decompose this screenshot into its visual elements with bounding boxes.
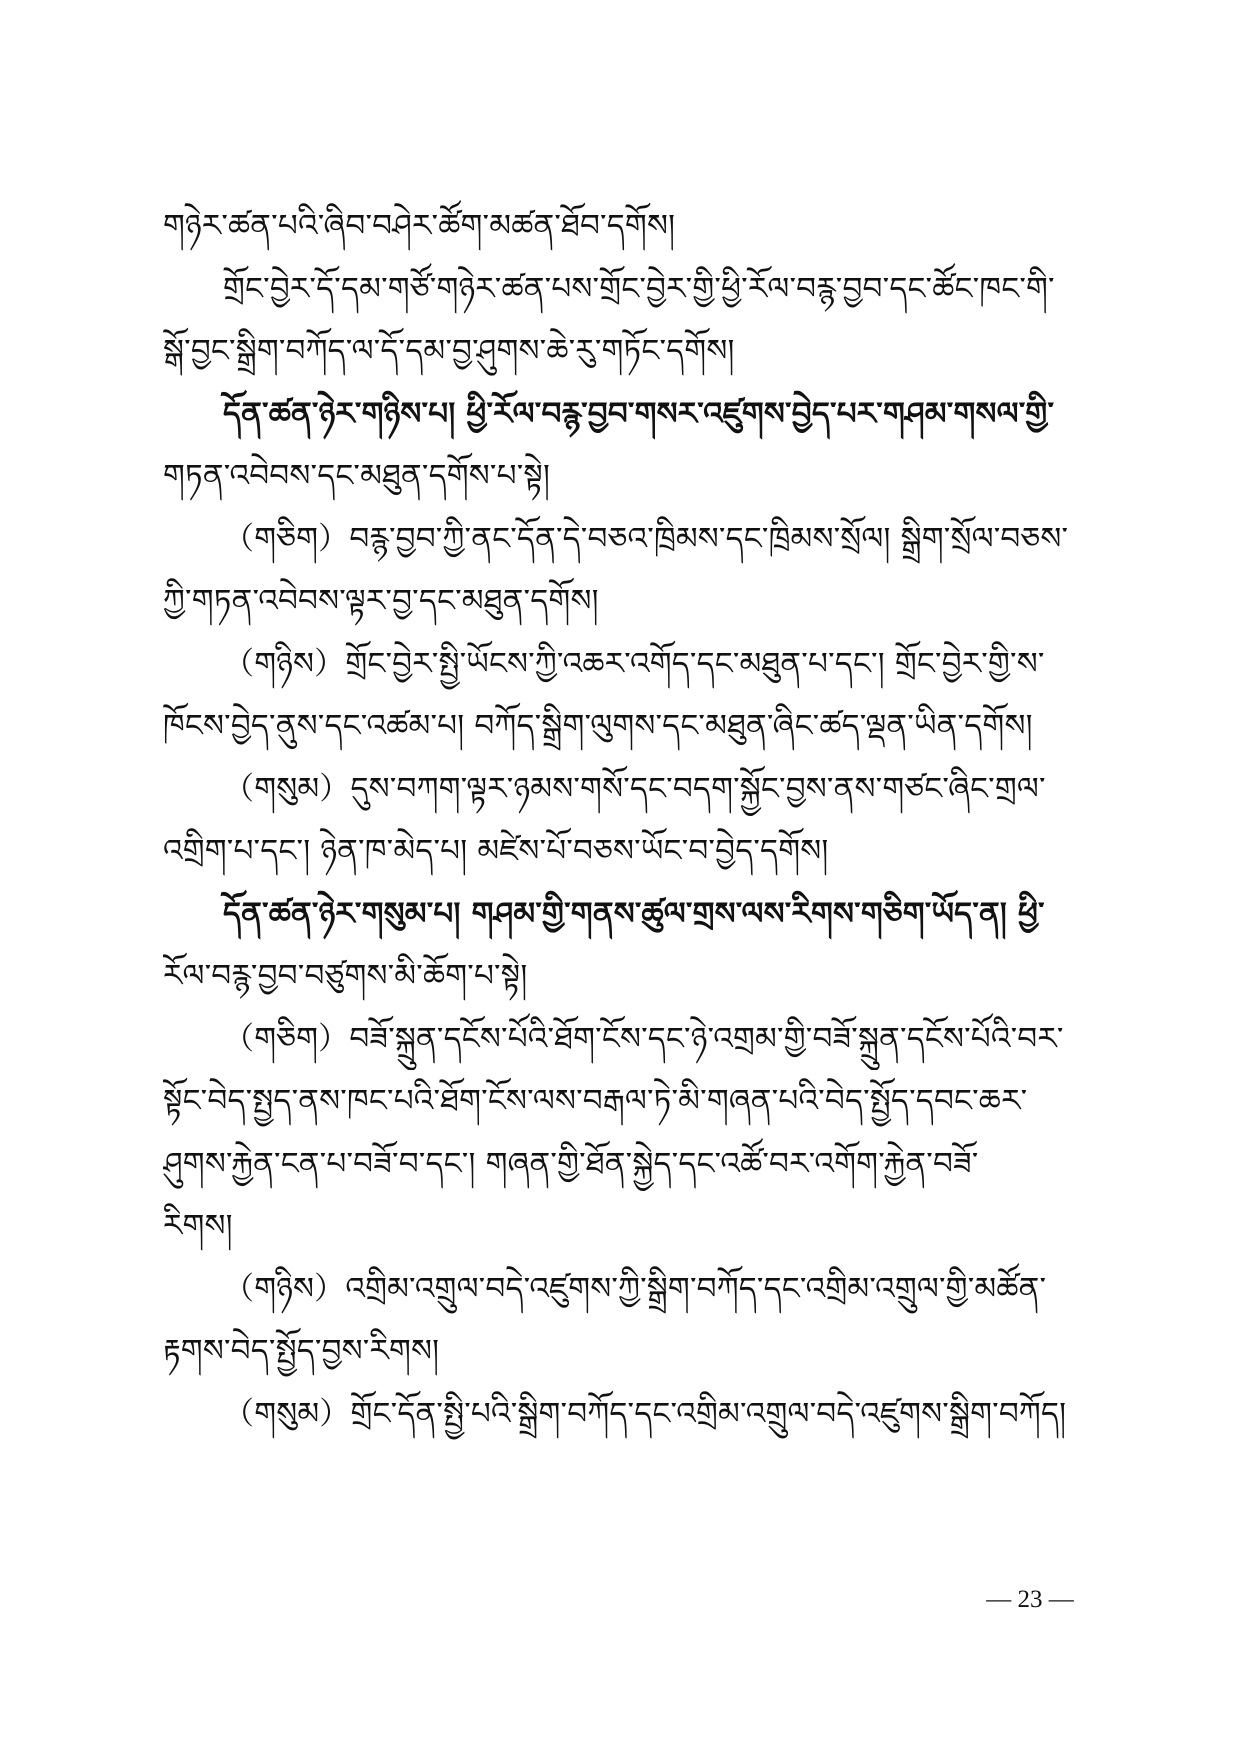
text-line: འགྲིག་པ་དང་། ཉེན་ཁ་མེད་པ། མཛེས་པོ་བཅས་ཡོང་བ་བྱེད་དགོས། — [163, 833, 829, 869]
text-line: ཤུགས་རྐྱེན་ངན་པ་བཟོ་བ་དང་། གཞན་གྱི་ཐོན་སྐྱེད་དང་འཚོ་བར་འགོག་རྐྱེན་བཟོ་ — [163, 1145, 979, 1182]
list-item-line: （གཉིས）གྲོང་བྱེར་སྤྱི་ཡོངས་ཀྱི་འཆར་འགོད་དང་མཐུན་པ་དང་། གྲོང་བྱེར་གྱི་ས་ — [223, 645, 1045, 682]
text-line: སྟོང་བེད་སྤྱད་ནས་ཁང་པའི་ཐོག་ངོས་ལས་བརྒལ་ཏེ་མི་གཞན་པའི་བེད་སྤྱོད་དབང་ཆར་ — [163, 1083, 1028, 1119]
list-item-line: （གཅིག）བརྙ་བྱབ་ཀྱི་ནང་དོན་དེ་བཅའ་ཁྲིམས་དང་ཁྲིམས་སྲོལ། སྒྲིག་སྲོལ་བཅས་ — [223, 520, 1069, 557]
list-item-line: （གསུམ）དུས་བཀག་ལྟར་ཉམས་གསོ་དང་བདག་སྐྱོང་བྱས་ནས་གཙང་ཞིང་གྲལ་ — [223, 770, 1046, 807]
text-line: གཏན་འབེབས་དང་མཐུན་དགོས་པ་སྟེ། — [163, 458, 551, 494]
text-line: སྒོ་བྱང་སྒྲིག་བཀོད་ལ་དོ་དམ་བྱ་ཤུགས་ཆེ་རུ་གཏོང་དགོས། — [163, 333, 735, 369]
text-line: རིགས། — [163, 1208, 233, 1244]
text-line: རོལ་བརྙ་བྱབ་བཙུགས་མི་ཆོག་པ་སྟེ། — [163, 958, 528, 994]
paragraph-first-line: གྲོང་བྱེར་དོ་དམ་གཙོ་གཉེར་ཚན་པས་གྲོང་བྱེར་གྱི་ཕྱི་རོལ་བརྙ་བྱབ་དང་ཚོང་ཁང་གི་ — [223, 270, 1055, 307]
text-line: རྟགས་བེད་སྤྱོད་བྱས་རིགས། — [163, 1333, 440, 1369]
text-line: ཁོངས་བྱེད་ནུས་དང་འཚམ་པ། བཀོད་སྒྲིག་ལུགས་དང་མཐུན་ཞིང་ཚད་ལྡན་ཡིན་དགོས། — [163, 708, 1033, 744]
list-item-line: （གཅིག）བཟོ་སྐྲུན་དངོས་པོའི་ཐོག་ངོས་དང་ཉེ་འགྲམ་གྱི་བཟོ་སྐྲུན་དངོས་པོའི་བར་ — [223, 1020, 1064, 1057]
text-line: ཀྱི་གཏན་འབེབས་ལྟར་བྱ་དང་མཐུན་དགོས། — [163, 583, 599, 619]
list-item-line: （གཉིས）འགྲིམ་འགྲུལ་བདེ་འཛུགས་ཀྱི་སྒྲིག་བཀོད་དང་འགྲིམ་འགྲུལ་གྱི་མཚོན་ — [223, 1270, 1047, 1307]
article-22-heading-line: དོན་ཚན་ཉེར་གཉིས་པ། ཕྱི་རོལ་བརྙ་བྱབ་གསར་འཛུགས་བྱེད་པར་གཤམ་གསལ་གྱི་ — [223, 395, 1055, 432]
body-text — [163, 195, 1095, 1445]
article-23-heading-line: དོན་ཚན་ཉེར་གསུམ་པ། གཤམ་གྱི་གནས་ཚུལ་གྲས་ལས་རིགས་གཅིག་ཡོད་ན། ཕྱི་ — [223, 895, 1045, 932]
list-item-line: （གསུམ）གྲོང་དོན་སྤྱི་པའི་སྒྲིག་བཀོད་དང་འགྲིམ་འགྲུལ་བདེ་འཛུགས་སྒྲིག་བཀོད། — [223, 1395, 1067, 1432]
text-line: གཉེར་ཚན་པའི་ཞིབ་བཤེར་ཚོག་མཚན་ཐོབ་དགོས། — [163, 208, 676, 244]
page-number: — 23 — — [986, 1586, 1074, 1613]
